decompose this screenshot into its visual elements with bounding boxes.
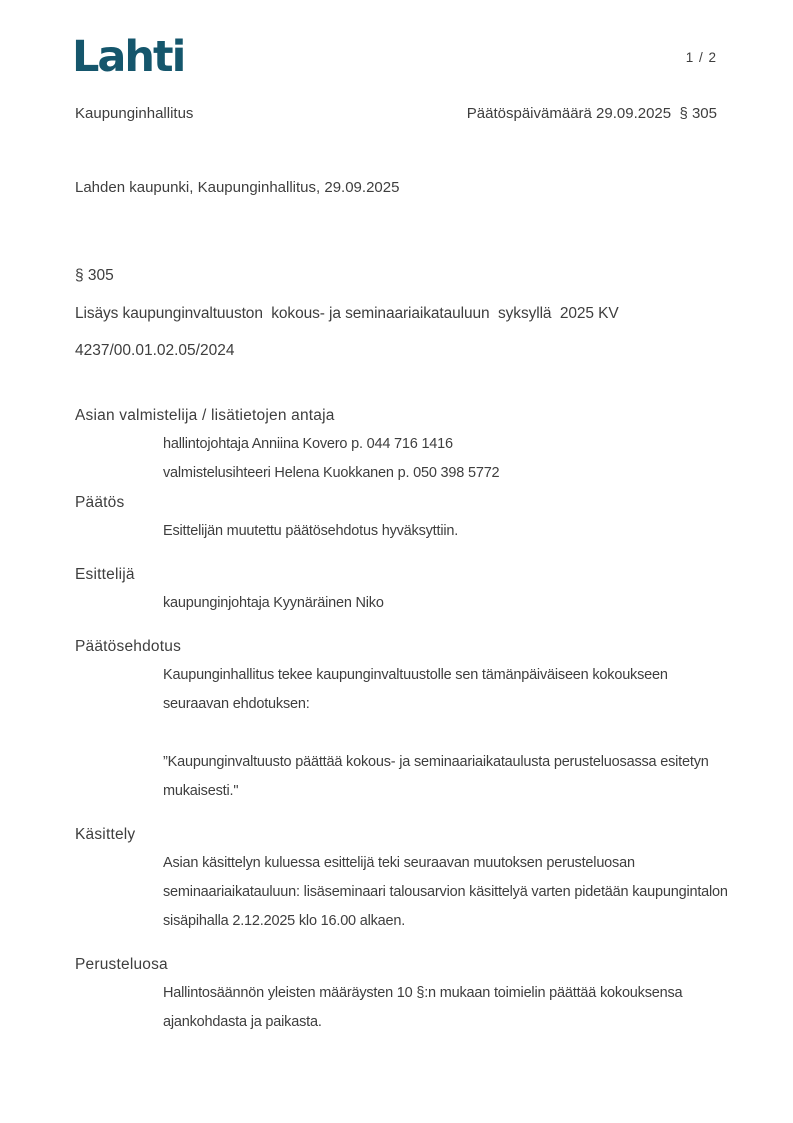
page-number: 1 / 2 [685,50,717,65]
section-label: Päätösehdotus [75,638,182,655]
section-paatosehdotus [75,632,725,806]
section-perusteluosa [75,950,725,1037]
section-paragraph: valmistelusihteeri Helena Kuokkanen p. 050 398 5772 [163,465,500,481]
section-body [75,517,725,546]
section-body [75,430,725,488]
section-paragraph: hallintojohtaja Anniina Kovero p. 044 716 1416 [163,436,453,452]
section-paatos [75,488,725,546]
section-label: Perusteluosa [75,956,168,973]
case-number: 4237/00.01.02.05/2024 [75,342,235,359]
section-label: Esittelijä [75,566,135,583]
section-body [75,661,725,806]
section-asian-valmistelija [75,401,725,488]
section-paragraph: Asian käsittelyn kuluessa esittelijä teki seuraavan muutoksen perusteluosan seminaariaikatauluun: lisäseminaari talousarvion käsittelyä varten pidetään kaupungintalon sisäpihalla 2.12.2025 klo 16.00 alkaen. [163,855,728,929]
document-title: Lisäys kaupunginvaltuuston kokous- ja seminaariaikatauluun syksyllä 2025 KV [75,305,619,322]
header-organization: Kaupunginhallitus [75,105,194,122]
section-label: Asian valmistelija / lisätietojen antaja [75,407,335,424]
lahti-city-logo: Lahti [72,32,185,82]
section-label: Päätös [75,494,125,511]
section-kasittely [75,820,728,936]
section-paragraph: kaupunginjohtaja Kyynäräinen Niko [163,595,384,611]
section-paragraph: ”Kaupunginvaltuusto päättää kokous- ja seminaariaikataulusta perusteluosassa esitetyn mukaisesti." [163,754,709,799]
section-body [75,589,725,618]
document-header [75,105,717,122]
section-esittelija [75,560,725,618]
section-paragraph: Esittelijän muutettu päätösehdotus hyväksyttiin. [163,523,459,539]
document-body [75,261,728,1037]
section-body [75,849,728,936]
section-label: Käsittely [75,826,136,843]
header-decision-date: Päätöspäivämäärä 29.09.2025 § 305 [466,105,717,122]
source-line: Lahden kaupunki, Kaupunginhallitus, 29.09.2025 [75,179,400,196]
paragraph-mark: § 305 [75,267,114,284]
section-body [75,979,725,1037]
section-paragraph: Kaupunginhallitus tekee kaupunginvaltuustolle sen tämänpäiväiseen kokoukseen seuraavan ehdotuksen: [163,667,668,712]
section-paragraph: Hallintosäännön yleisten määräysten 10 §:n mukaan toimielin päättää kokouksensa ajankohdasta ja paikasta. [163,985,683,1030]
